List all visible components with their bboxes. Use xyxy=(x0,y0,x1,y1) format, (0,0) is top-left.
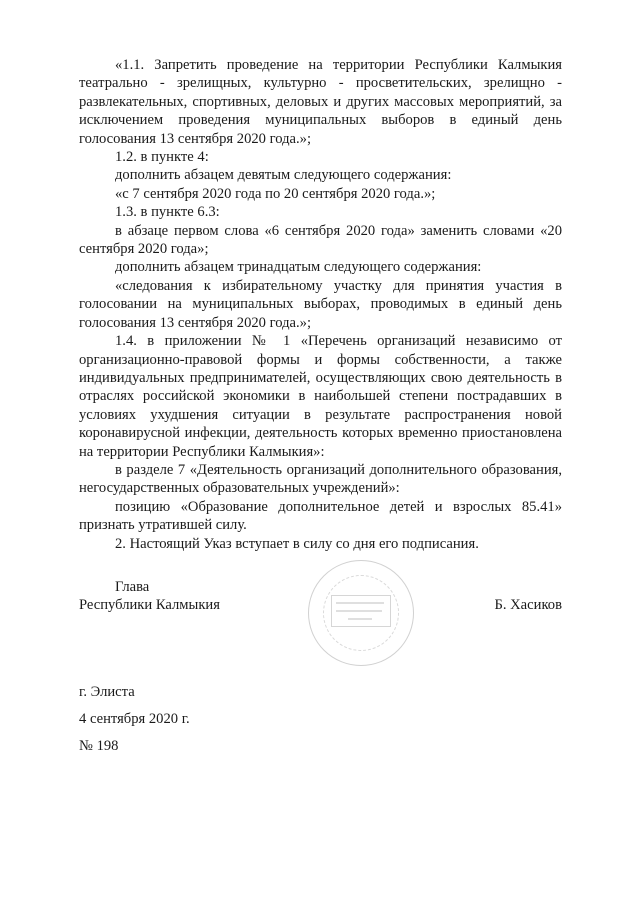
paragraph-1-3: 1.3. в пункте 6.3: xyxy=(115,204,220,221)
decree-body xyxy=(79,56,562,553)
paragraph-replace-words: в абзаце первом слова «6 сентября 2020 года» заменить словами «20 сентября 2020 года»; xyxy=(79,222,562,258)
signatory-title-line2: Республики Калмыкия xyxy=(79,597,220,613)
paragraph-section-7: в разделе 7 «Деятельность организаций дополнительного образования, негосударственных образовательных учреждений»: xyxy=(79,461,562,497)
paragraph-voting: «следования к избирательному участку для принятия участия в голосовании на муниципальных выборах, проводимых в единый день голосования 13 сентября 2020 года.»; xyxy=(79,277,562,331)
paragraph-add-ninth: дополнить абзацем девятым следующего содержания: xyxy=(115,167,452,184)
issue-date: 4 сентября 2020 г. xyxy=(79,711,190,727)
decree-number: № 198 xyxy=(79,738,119,754)
signature-block xyxy=(79,578,562,638)
paragraph-1-2: 1.2. в пункте 4: xyxy=(115,149,209,166)
paragraph-dates: «с 7 сентября 2020 года по 20 сентября 2020 года.»; xyxy=(115,185,436,202)
signatory-name: Б. Хасиков xyxy=(494,597,562,613)
paragraph-1-4: 1.4. в приложении № 1 «Перечень организаций независимо от организационно-правовой формы и формы собственности, а также индивидуальных предпринимателей, осуществляющих свою деятельность в отраслях российской экономики в наибольшей степени пострадавших в условиях ухудшения ситуации в результате распространения новой коронавирусной инфекции, деятельность которых временно приостановлена на территории Республики Калмыкия»: xyxy=(79,333,562,460)
paragraph-effective: 2. Настоящий Указ вступает в силу со дня его подписания. xyxy=(115,535,479,552)
issue-city: г. Элиста xyxy=(79,684,135,700)
paragraph-position: позицию «Образование дополнительное детей и взрослых 85.41» признать утратившей силу. xyxy=(79,498,562,534)
paragraph-1-1: «1.1. Запретить проведение на территории Республики Калмыкия театрально - зрелищных, культурно - просветительских, зрелищно - развлекательных, спортивных, деловых и других массовых мероприятий, за исключением проведения муниципальных выборов в единый день голосования 13 сентября 2020 года.»; xyxy=(79,57,562,147)
signatory-title-line1: Глава xyxy=(115,579,150,595)
paragraph-add-thirteenth: дополнить абзацем тринадцатым следующего содержания: xyxy=(115,259,482,276)
